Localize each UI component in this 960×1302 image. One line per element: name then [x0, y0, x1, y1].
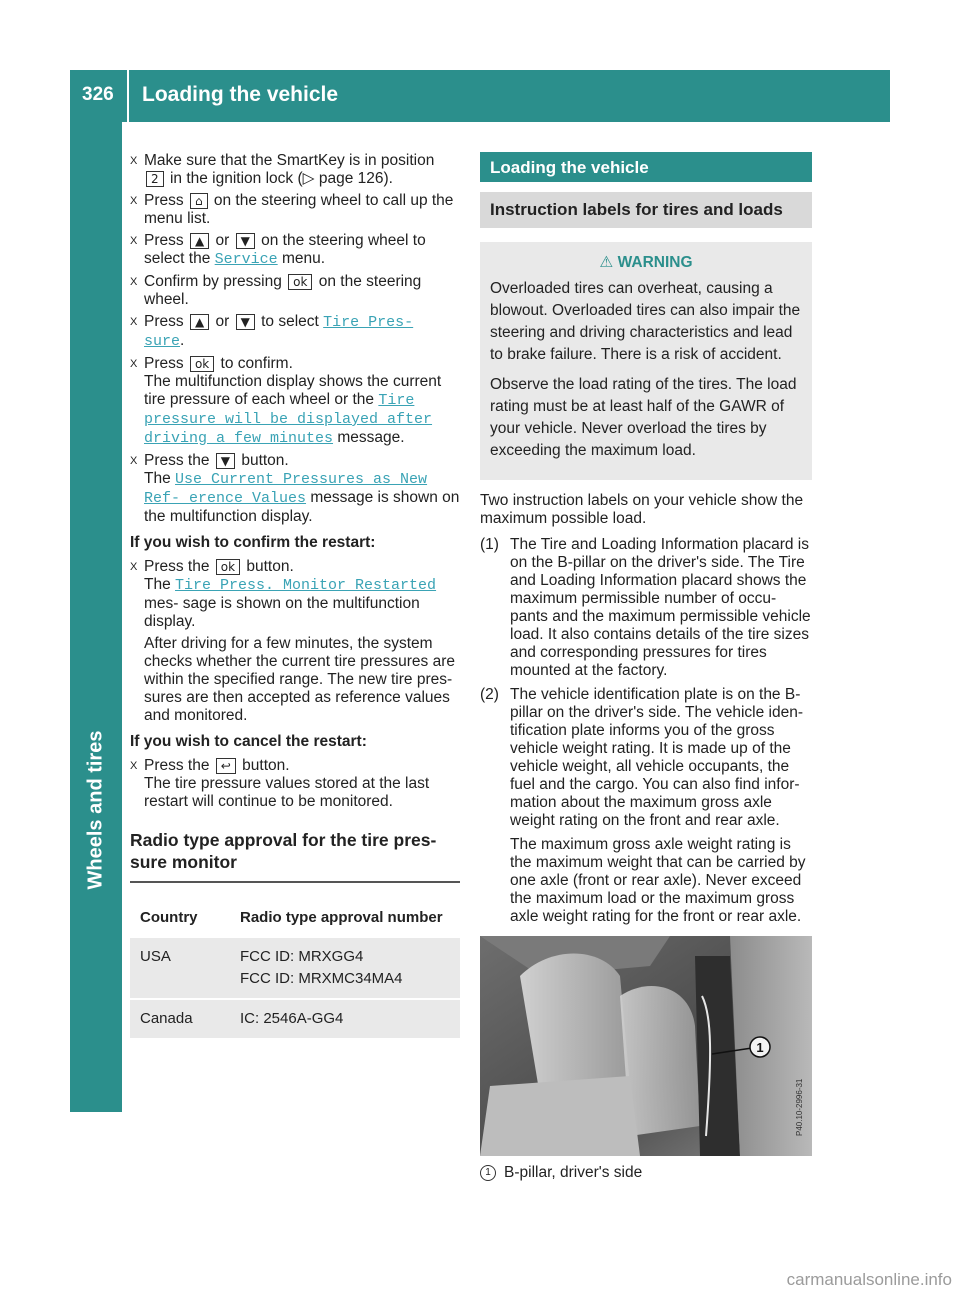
step-smartkey: X Make sure that the SmartKey is in position 2 in the ignition lock (▷ page 126).	[130, 152, 435, 187]
side-tab-label: Wheels and tires	[84, 730, 107, 890]
step-confirm-restart: X Press the ok button. The Tire Press. Monitor Restarted mes‐ sage is shown on the multifunction display.	[130, 558, 437, 630]
ok-button-icon: ok	[288, 274, 312, 290]
down-arrow-icon: ▼	[236, 314, 255, 330]
step-arrow-icon: X	[130, 155, 138, 167]
step-arrow-icon: X	[130, 235, 138, 247]
display-text-use-current: Use Current Pressures as New Ref‐ erence Values	[144, 471, 428, 507]
table-cell-country: USA	[130, 938, 230, 998]
restart-explanation: After driving for a few minutes, the system checks whether the current tire pressures are within the specified range. The new tire pres‐ sures are then accepted as reference values and monitored.	[144, 635, 455, 724]
radio-approval-heading: Radio type approval for the tire pres‐ sure monitor	[130, 830, 437, 872]
warning-icon: ⚠	[599, 254, 614, 271]
figure-caption: 1 B-pillar, driver's side	[480, 1164, 812, 1182]
table-header-row	[130, 899, 460, 936]
watermark: carmanualsonline.info	[786, 1270, 952, 1289]
step-arrow-icon: X	[130, 358, 138, 370]
table-row	[130, 1000, 460, 1038]
section-title: Loading the vehicle	[480, 152, 812, 182]
step-arrow-icon: X	[130, 561, 138, 573]
up-arrow-icon: ▲	[190, 314, 209, 330]
step-arrow-icon: X	[130, 455, 138, 467]
display-text-restarted: Tire Press. Monitor Restarted	[175, 577, 437, 594]
side-tab	[70, 122, 122, 1112]
list-item: (1) The Tire and Loading Information placard is on the B-pillar on the driver's side. The Tire and Loading Information placard shows the maximum permissible number of occu‐ pants and the maximum permissible vehicle load. It also contains details of the tire sizes and corresponding pressures for tires mounted at the factory.	[480, 536, 811, 679]
step-arrow-icon: X	[130, 276, 138, 288]
step-confirm: X Confirm by pressing ok on the steering wheel.	[130, 273, 422, 308]
caption-marker-icon: 1	[480, 1165, 496, 1181]
back-button-icon: ↩	[216, 758, 236, 774]
warning-text: Overloaded tires can overheat, causing a blowout. Overloaded tires can also impair the steering and driving characteristics and lead to brake failure. There is a risk of accident.	[490, 280, 801, 363]
key-position-icon: 2	[146, 171, 164, 187]
display-text-service: Service	[214, 251, 278, 268]
step-press-home: X Press ⌂ on the steering wheel to call up the menu list.	[130, 192, 454, 227]
display-text-tire-pressure-msg: Tire pressure will be displayed after driving a few minutes	[144, 392, 433, 447]
figure-code: P40.10-2996-31	[795, 1078, 804, 1136]
table-cell-approval: FCC ID: MRXGG4 FCC ID: MRXMC34MA4	[230, 938, 460, 998]
down-arrow-icon: ▼	[216, 453, 235, 469]
step-press-ok: X Press ok to confirm. The multifunction display shows the current tire pressure of each wheel or the Tire pressure will be displayed after driving a few minutes message.	[130, 355, 442, 447]
home-icon: ⌂	[190, 193, 208, 209]
header-title: Loading the vehicle	[142, 83, 339, 106]
ok-button-icon: ok	[216, 559, 240, 575]
subsection-title: Instruction labels for tires and loads	[480, 192, 812, 228]
step-arrow-icon: X	[130, 316, 138, 328]
callout-marker-1-label: 1	[756, 1040, 764, 1055]
page-header	[70, 70, 890, 122]
step-arrow-icon: X	[130, 195, 138, 207]
page-ref-arrow-icon: ▷	[302, 170, 315, 187]
display-text-tire-pressure: Tire Pres‐ sure	[144, 314, 414, 350]
down-arrow-icon: ▼	[236, 233, 255, 249]
step-select-service: X Press ▲ or ▼ on the steering wheel to select the Service menu.	[130, 232, 426, 268]
side-tab-label-wrap	[70, 700, 122, 920]
header-divider	[127, 70, 129, 122]
table-header-country: Country	[130, 899, 230, 936]
list-item: (2) The vehicle identification plate is on the B‐ pillar on the driver's side. The vehicle iden‐ tification plate informs you of the gross vehicle weight rating. It is made up of the vehicle weight, all vehicle occupants, the fuel and the cargo. You can also find infor‐ mation about the maximum gross axle weight rating on the front and rear axle. The maximum gross axle weight rating is the maximum weight that can be carried by one axle (front or rear axle). Never exceed the maximum load or the maximum gross axle weight rating for the front or rear axle.	[480, 686, 806, 925]
radio-approval-table	[130, 897, 460, 1040]
warning-text: Observe the load rating of the tires. The load rating must be at least half of the GAWR of your vehicle. Never overload the tires by exceeding the maximum load.	[490, 376, 797, 459]
up-arrow-icon: ▲	[190, 233, 209, 249]
left-column	[130, 152, 460, 1040]
b-pillar-illustration	[480, 936, 812, 1156]
table-cell-approval: IC: 2546A-GG4	[230, 1000, 460, 1038]
warning-box	[480, 242, 812, 480]
table-cell-country: Canada	[130, 1000, 230, 1038]
step-select-tire-pressure: X Press ▲ or ▼ to select Tire Pres‐ sure.	[130, 313, 414, 350]
page-number: 326	[82, 84, 114, 105]
table-header-approval: Radio type approval number	[230, 899, 460, 936]
warning-title: ⚠ WARNING	[599, 254, 693, 271]
step-arrow-icon: X	[130, 760, 138, 772]
b-pillar-photo	[480, 936, 812, 1156]
step-press-down: X Press the ▼ button. The Use Current Pressures as New Ref‐ erence Values message is shown on the multifunction display.	[130, 452, 460, 525]
step-cancel-restart: X Press the ↩ button. The tire pressure values stored at the last restart will continue to be monitored.	[130, 757, 430, 810]
cancel-restart-heading: If you wish to cancel the restart:	[130, 733, 367, 750]
right-column	[480, 152, 812, 1182]
heading-rule	[130, 881, 460, 883]
page-ref-link[interactable]: page 126).	[314, 170, 393, 187]
table-row	[130, 938, 460, 998]
intro-text: Two instruction labels on your vehicle show the maximum possible load.	[480, 492, 804, 527]
ok-button-icon: ok	[190, 356, 214, 372]
confirm-restart-heading: If you wish to confirm the restart:	[130, 534, 376, 551]
